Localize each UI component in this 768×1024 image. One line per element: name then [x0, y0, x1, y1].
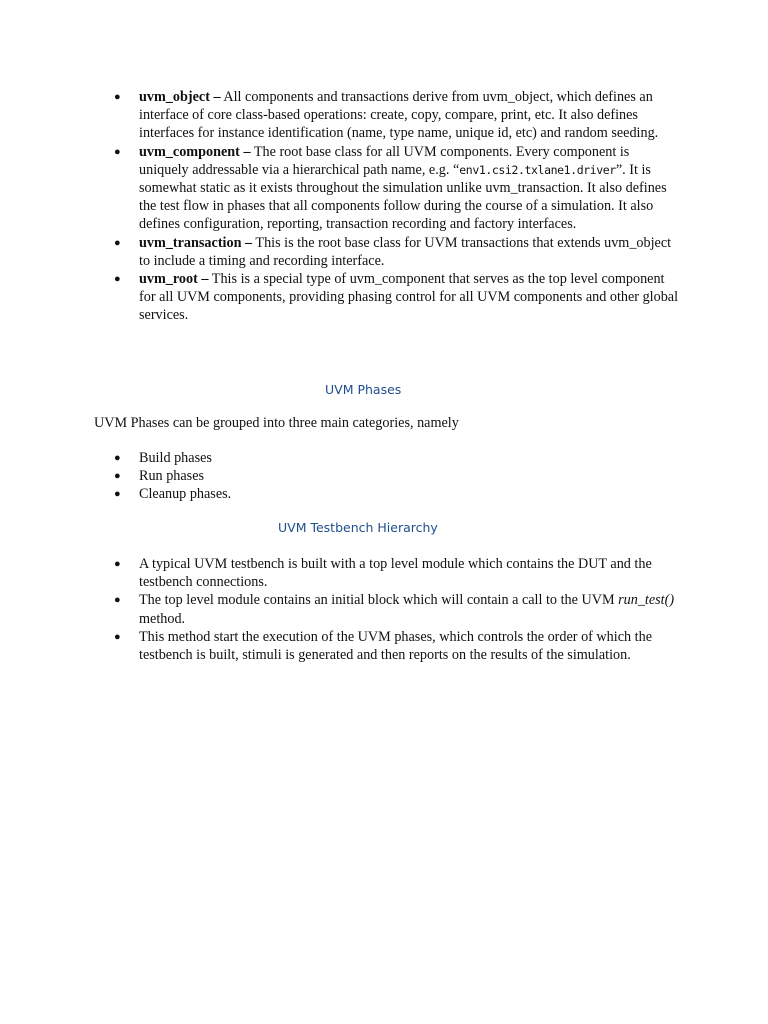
- hierarchy-text: The top level module contains an initial block which will contain a call to the UVM: [139, 592, 619, 609]
- bullet-icon: ●: [114, 273, 121, 286]
- term-label: uvm_object –: [139, 89, 221, 105]
- term-description: The root base class for all UVM components. Every component is uniquely addressable via a hierarchical path name, e.g. “: [139, 143, 630, 178]
- list-item-uvm-root: [0, 270, 679, 325]
- code-path: env1.csi2.txlane1.driver: [459, 162, 616, 177]
- term-description: This is a special type of uvm_component that serves as the top level component for all UVM components, providing phasing control for all UVM components and other global services.: [139, 271, 679, 324]
- phase-label: Cleanup phases.: [139, 486, 232, 503]
- bullet-icon: ●: [114, 470, 121, 483]
- testbench-hierarchy-heading: UVM Testbench Hierarchy: [278, 520, 438, 535]
- phases-intro: UVM Phases can be grouped into three main categories, namely: [94, 415, 459, 431]
- list-item-uvm-transaction: [0, 234, 679, 270]
- term-description-continued: ”. It is somewhat static as it exists throughout the simulation unlike uvm_transaction. It also defines the test flow in phases that all components follow during the course of a simulation. It also defines configuration, reporting, transaction recording and factory interfaces.: [139, 161, 667, 233]
- bullet-icon: ●: [114, 630, 121, 643]
- list-item-uvm-object: [0, 88, 679, 143]
- list-item-hierarchy: [0, 555, 679, 591]
- list-item-hierarchy: [0, 591, 679, 627]
- phase-label: Build phases: [139, 450, 212, 466]
- list-item-phase: [0, 467, 679, 485]
- term-label: uvm_component –: [139, 143, 251, 160]
- term-label: uvm_root –: [139, 271, 209, 288]
- bullet-icon: ●: [114, 594, 121, 607]
- hierarchy-text: This method start the execution of the UVM phases, which controls the order of which the testbench is built, stimuli is generated and then reports on the results of the simulation.: [139, 628, 652, 664]
- bullet-icon: ●: [114, 488, 121, 501]
- uvm-class-list: [0, 88, 679, 325]
- bullet-icon: ●: [114, 91, 121, 103]
- hierarchy-text: A typical UVM testbench is built with a top level module which contains the DUT and the testbench connections.: [139, 556, 652, 591]
- list-item-phase: [0, 449, 679, 467]
- list-item-uvm-component: [0, 143, 679, 234]
- bullet-icon: ●: [114, 236, 121, 249]
- bullet-icon: ●: [114, 452, 121, 464]
- phase-label: Run phases: [139, 468, 205, 485]
- phases-list: [0, 449, 679, 504]
- bullet-icon: ●: [114, 145, 121, 158]
- bullet-icon: ●: [114, 558, 121, 570]
- list-item-hierarchy: [0, 628, 679, 664]
- term-description: All components and transactions derive from uvm_object, which defines an interface of core class-based operations: create, copy, compare, print, etc. It also defines interfaces for instance identification (name, type name, unique id, etc) and random seeding.: [139, 89, 659, 142]
- uvm-phases-heading: UVM Phases: [325, 382, 402, 397]
- hierarchy-list: [0, 555, 679, 664]
- list-item-phase: [0, 485, 679, 503]
- hierarchy-text-continued: method.: [139, 610, 186, 627]
- term-label: uvm_transaction –: [139, 234, 253, 251]
- method-name: run_test(): [618, 592, 675, 609]
- term-description: This is the root base class for UVM transactions that extends uvm_object to include a timing and recording interface.: [139, 234, 672, 269]
